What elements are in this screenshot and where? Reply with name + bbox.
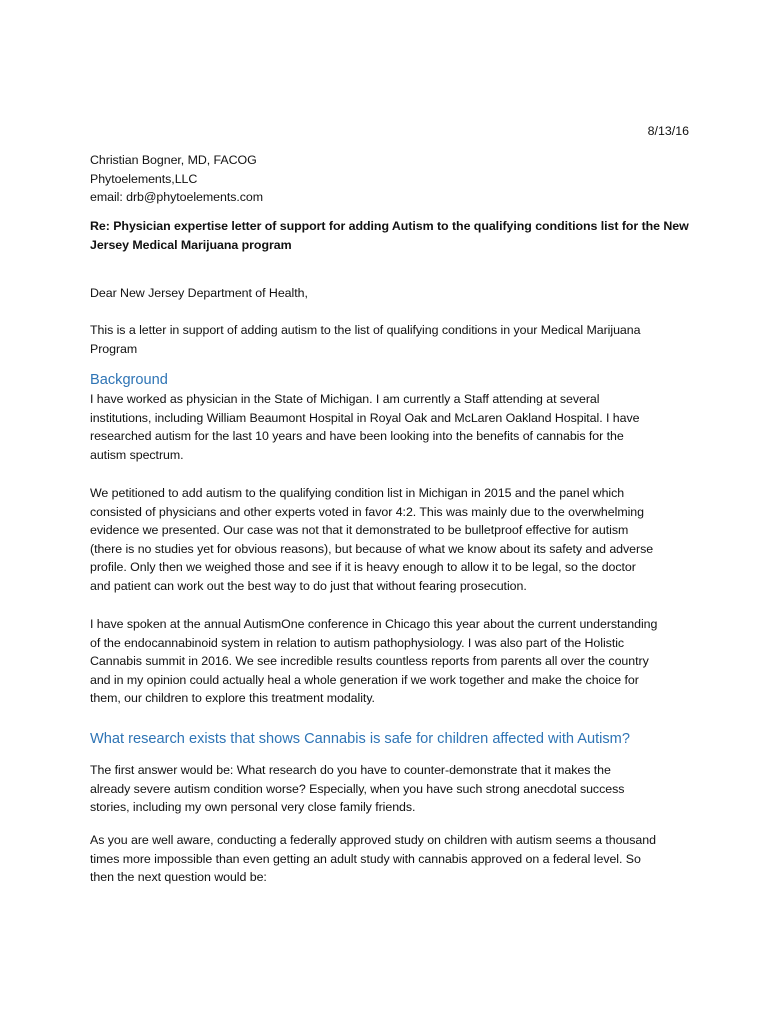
paragraph-conference: I have spoken at the annual AutismOne conference in Chicago this year about the current understanding of the endocannabinoid system in relation to autism pathophysiology. I was also part of the Holistic Cannabis summit in 2016. We see incredible results countless reports from parents all over the country and in my opinion could actually heal a whole generation if we work together and make the choice for them, our children to explore this treatment modality. (90, 617, 658, 706)
sender-block (90, 151, 690, 207)
paragraph-petition: We petitioned to add autism to the qualifying condition list in Michigan in 2015 and the panel which consisted of physicians and other experts voted in favor 4:2. This was mainly due to the overwhelming evidence we presented. Our case was not that it demonstrated to be bulletproof effective for autism (there is no studies yet for obvious reasons), but because of what we know about its safety and adverse profile. Only then we weighed those and see if it is heavy enough to allow it to be legal, so the doctor and patient can work out the best way to do just that without fearing prosecution. (90, 486, 654, 593)
section-heading-background: Background (90, 372, 168, 388)
letter-page (90, 0, 690, 1024)
sender-email: email: drb@phytoelements.com (90, 190, 264, 205)
sender-company: Phytoelements,LLC (90, 171, 198, 186)
section-heading-research: What research exists that shows Cannabis is safe for children affected with Autism? (90, 731, 630, 747)
letter-date: 8/13/16 (647, 124, 689, 138)
subject-line: Re: Physician expertise letter of support for adding Autism to the qualifying conditions list for the New Jersey Medical Marijuana program (90, 219, 689, 252)
sender-name: Christian Bogner, MD, FACOG (90, 153, 257, 167)
paragraph-experience: I have worked as physician in the State of Michigan. I am currently a Staff attending at several institutions, including William Beaumont Hospital in Royal Oak and McLaren Oakland Hospital. I have researched autism for the last 10 years and have been looking into the benefits of cannabis for the autism spectrum. (90, 392, 640, 462)
intro-paragraph: This is a letter in support of adding autism to the list of qualifying conditions in your Medical Marijuana Program (90, 323, 641, 356)
paragraph-first-answer: The first answer would be: What research do you have to counter-demonstrate that it makes the already severe autism condition worse? Especially, when you have such strong anecdotal success stories, including my own personal very close family friends. (90, 763, 625, 815)
paragraph-federal-study: As you are well aware, conducting a federally approved study on children with autism seems a thousand times more impossible than even getting an adult study with cannabis approved on a federal level. So then the next question would be: (90, 833, 656, 885)
salutation: Dear New Jersey Department of Health, (90, 286, 308, 300)
